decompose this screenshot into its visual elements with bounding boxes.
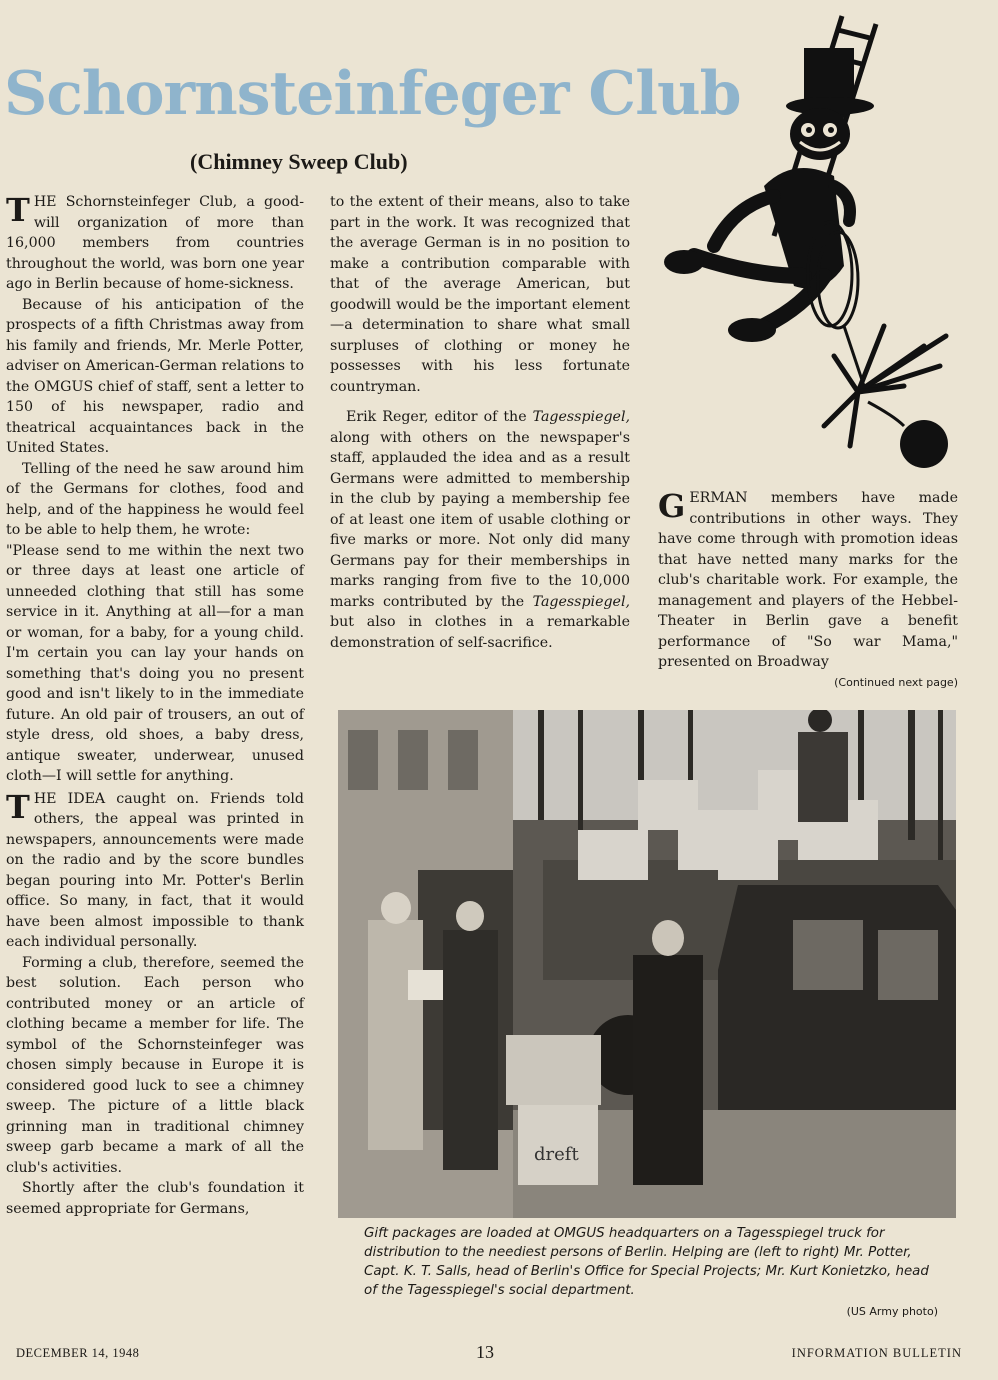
column-3: [658, 488, 958, 691]
photo-credit: (US Army photo): [846, 1305, 938, 1318]
article-subtitle: (Chimney Sweep Club): [190, 149, 408, 174]
box-label: dreft: [534, 1144, 579, 1165]
paragraph: GERMAN members have made contributions in other ways. They have come through with promotion ideas that have netted many marks for the club's charitable work. For example, the management and players of the Hebbel-Theater in Berlin gave a benefit performance of "So war Mama," presented on Broadway: [658, 487, 958, 670]
drop-cap: T: [6, 191, 30, 229]
chimney-sweep-illustration: [654, 6, 954, 486]
paragraph: Forming a club, therefore, seemed the best solution. Each person who contributed money or an article of clothing became a member for life. The symbol of the Schornsteinfeger was chosen simply because in Europe it is considered good luck to see a chimney sweep. The picture of a little black grinning man in traditional chimney sweep garb became a mark of all the club's activities.: [6, 954, 304, 1176]
article-title: Schornsteinfeger Club: [4, 59, 741, 129]
news-photo: [338, 710, 956, 1218]
paragraph: Erik Reger, editor of the Tagesspiegel, along with others on the newspaper's staff, applauded the idea and as a result Germans were admitted to membership in the club by paying a membership fee of at least one item of usable clothing or five marks or more. Not only did many Germans pay for their memberships in marks ranging from five to the 10,000 marks contributed by the Tagesspiegel, but also in clothes in a remarkable demonstration of self-sacrifice.: [330, 409, 630, 651]
column-1: [6, 192, 304, 1219]
paragraph: THE IDEA caught on. Friends told others, the appeal was printed in newspapers, announcements were made on the radio and by the score bundles began pouring into Mr. Potter's Berlin office. So many, in fact, that it would have been almost impossible to thank each individual personally.: [6, 787, 304, 950]
paragraph: Because of his anticipation of the prospects of a fifth Christmas away from his family and friends, Mr. Merle Potter, adviser on American-German relations to the OMGUS chief of staff, sent a letter to 150 of his newspaper, radio and theatrical acquaintances back in the United States.: [6, 296, 304, 456]
photo-caption: Gift packages are loaded at OMGUS headquarters on a Tagesspiegel truck for distribution to the neediest persons of Berlin. Helping are (left to right) Mr. Potter, Capt. K. T. Salls, head of Berlin's Office for Special Projects; Mr. Kurt Konietzko, head of the Tagesspiegel's social department.: [364, 1226, 929, 1298]
publication-name: INFORMATION BULLETIN: [791, 1346, 962, 1360]
column-2: [330, 192, 630, 653]
paragraph: Telling of the need he saw around him of the Germans for clothes, food and help, and of the happiness he would feel to be able to help them, he wrote:: [6, 460, 304, 538]
quoted-letter: "Please send to me within the next two or three days at least one article of unneeded clothing that still has some service in it. Anything at all—for a man or woman, for a baby, for a young child. I'm certain you can lay your hands on something that's doing you no present good and isn't likely to in the immediate future. An old pair of trousers, an out of style dress, old shoes, a baby dress, antique sweater, underwear, unused cloth—I will settle for anything.: [6, 542, 304, 784]
drop-cap: G: [658, 487, 686, 525]
paragraph: to the extent of their means, also to take part in the work. It was recognized that the average German is in no position to make a contribution comparable with that of the average American, but goodwill would be the important element—a determination to share what small surpluses of clothing or money he possesses with his less fortunate countryman.: [330, 194, 630, 395]
drop-cap: T: [6, 787, 30, 826]
paragraph: Shortly after the club's foundation it seemed appropriate for Germans,: [6, 1180, 304, 1217]
continued-note: (Continued next page): [834, 675, 958, 689]
page-number: 13: [476, 1342, 494, 1362]
issue-date: DECEMBER 14, 1948: [16, 1346, 140, 1360]
paragraph: THE Schornsteinfeger Club, a good-will organization of more than 16,000 members from countries throughout the world, was born one year ago in Berlin because of home-sickness.: [6, 191, 304, 292]
photo-illustration: [338, 710, 956, 1218]
